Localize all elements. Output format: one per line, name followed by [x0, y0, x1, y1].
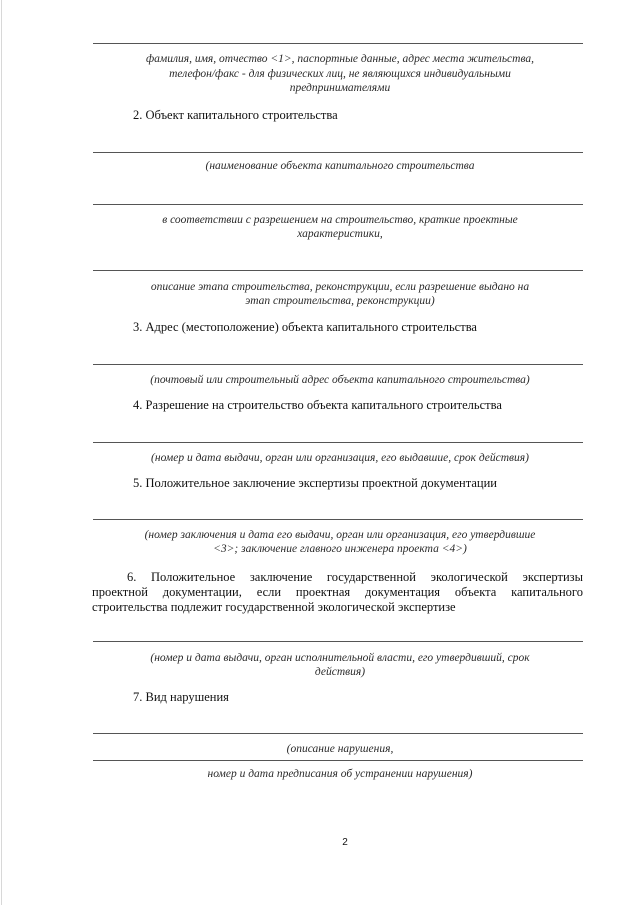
field-line — [93, 270, 583, 271]
scan-edge — [1, 0, 2, 905]
eco-expertise-hint-2: действия) — [314, 666, 366, 678]
field-line — [93, 43, 583, 44]
item-3-address: 3. Адрес (местоположение) объекта капитального строительства — [133, 320, 477, 334]
item-6-line-1: 6. Положительное заключение государственной экологической экспертизы — [127, 570, 583, 584]
stage-hint-2: этап строительства, реконструкции) — [245, 295, 435, 307]
field-line — [93, 204, 583, 205]
field-line — [93, 760, 583, 761]
field-line — [93, 519, 583, 520]
applicant-hint-line-2: телефон/факс - для физических лиц, не являющихся индивидуальными — [169, 68, 511, 80]
field-line — [93, 364, 583, 365]
object-characteristics-hint-1: в соответствии с разрешением на строительство, краткие проектные — [162, 214, 518, 226]
item-7-violation: 7. Вид нарушения — [133, 690, 229, 704]
object-characteristics-hint-2: характеристики, — [297, 228, 383, 240]
expertise-hint-1: (номер заключения и дата его выдачи, орган или организация, его утвердившие — [144, 529, 536, 541]
address-hint: (почтовый или строительный адрес объекта капитального строительства) — [150, 374, 530, 386]
item-6-line-2: проектной документации, если проектная документация объекта капитального — [92, 585, 583, 599]
item-4-permit: 4. Разрешение на строительство объекта капитального строительства — [133, 398, 502, 412]
page-number: 2 — [342, 837, 348, 848]
eco-expertise-hint-1: (номер и дата выдачи, орган исполнительной власти, его утвердивший, срок — [150, 652, 530, 664]
field-line — [93, 442, 583, 443]
item-2-object: 2. Объект капитального строительства — [133, 108, 338, 122]
item-6-line-3: строительства подлежит государственной экологической экспертизе — [92, 600, 456, 614]
applicant-hint-line-3: предпринимателями — [289, 82, 391, 94]
field-line — [93, 152, 583, 153]
applicant-hint-line-1: фамилия, имя, отчество <1>, паспортные данные, адрес места жительства, — [145, 53, 535, 65]
stage-hint-1: описание этапа строительства, реконструкции, если разрешение выдано на — [150, 281, 530, 293]
expertise-hint-2: <3>; заключение главного инженера проекта <4>) — [213, 543, 467, 555]
object-name-hint: (наименование объекта капитального строительства — [205, 160, 475, 172]
violation-description-hint: (описание нарушения, — [286, 743, 394, 755]
field-line — [93, 733, 583, 734]
item-5-expertise: 5. Положительное заключение экспертизы проектной документации — [133, 476, 497, 490]
violation-order-hint: номер и дата предписания об устранении нарушения) — [207, 768, 473, 780]
permit-hint: (номер и дата выдачи, орган или организация, его выдавшие, срок действия) — [151, 452, 529, 464]
field-line — [93, 641, 583, 642]
